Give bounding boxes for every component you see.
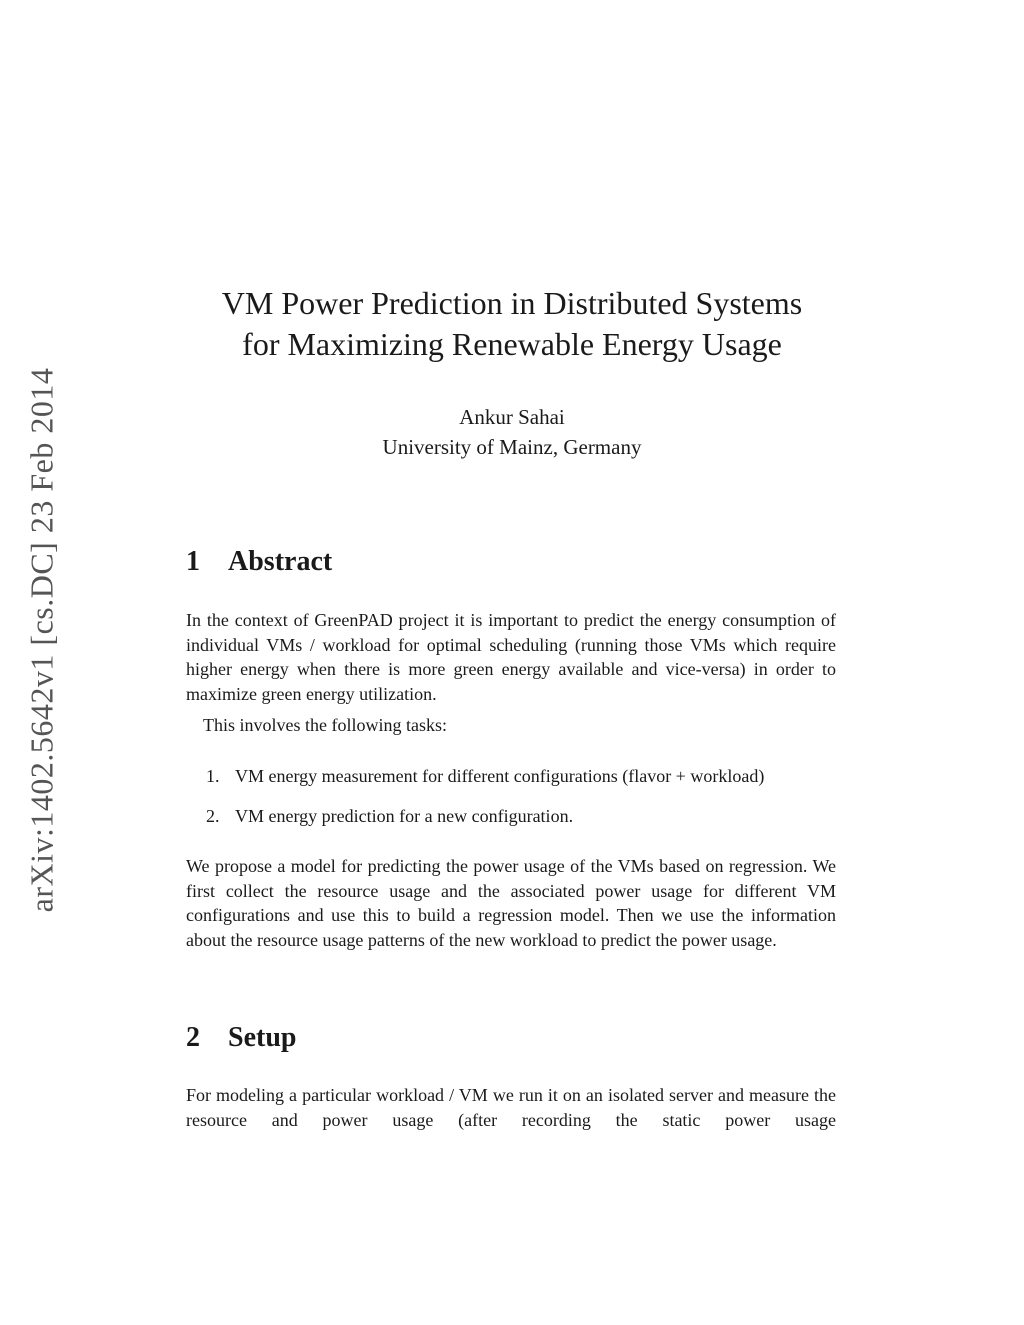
title-line-2: for Maximizing Renewable Energy Usage (242, 326, 782, 362)
section-title: Abstract (228, 546, 333, 577)
list-item (206, 804, 573, 828)
arxiv-identifier-stamp: arXiv:1402.5642v1 [cs.DC] 23 Feb 2014 (23, 367, 60, 913)
list-item (206, 764, 764, 788)
author-affiliation: University of Mainz, Germany (382, 435, 642, 459)
abstract-paragraph-3: We propose a model for predicting the power usage of the VMs based on regression. We first collect the resource usage and the associated power usage for different VM configurations and use this to build a regression model. Then we use the information about the resource usage patterns of the new workload to predict the power usage. (186, 856, 836, 950)
section-number: 2 (186, 1022, 200, 1053)
list-item-text: VM energy prediction for a new configuration. (235, 806, 574, 826)
title-line-1: VM Power Prediction in Distributed Systems (221, 285, 803, 321)
section-heading-setup (186, 1021, 296, 1055)
list-marker: 1. (206, 766, 220, 786)
section-number: 1 (186, 546, 200, 577)
abstract-paragraph-2: This involves the following tasks: (203, 715, 447, 735)
setup-paragraph-1: For modeling a particular workload / VM we run it on an isolated server and measure the resource and power usage (after recording the static power usage (186, 1085, 836, 1130)
author-block (0, 402, 1024, 462)
section-title: Setup (228, 1022, 297, 1053)
author-name: Ankur Sahai (459, 405, 565, 429)
abstract-paragraph-1: In the context of GreenPAD project it is important to predict the energy consumption of individual VMs / workload for optimal scheduling (running those VMs which require higher energy when there is more green energy available and vice-versa) in order to maximize green energy utilization. (186, 610, 836, 704)
section-heading-abstract (186, 545, 332, 579)
list-item-text: VM energy measurement for different configurations (flavor + workload) (235, 766, 765, 786)
list-marker: 2. (206, 806, 220, 826)
paper-title (0, 283, 1024, 365)
